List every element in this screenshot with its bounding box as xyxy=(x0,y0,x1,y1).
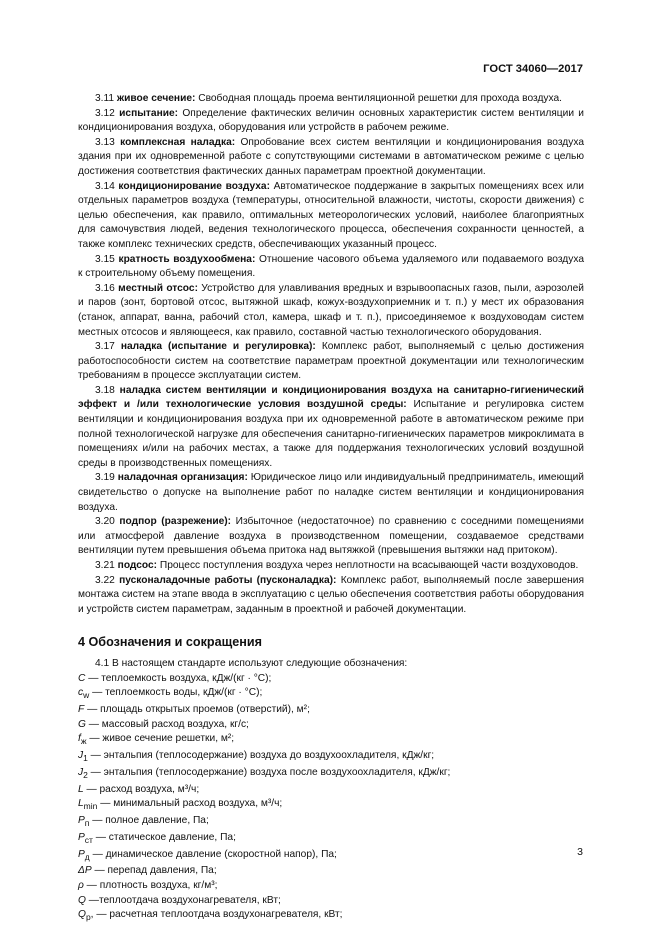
symbol: c xyxy=(78,687,84,699)
page-number: 3 xyxy=(577,846,583,858)
symbol-subscript: п xyxy=(84,818,90,829)
symbol-item xyxy=(78,766,584,783)
definition-term: кондиционирование воздуха: xyxy=(118,180,270,192)
symbol: P xyxy=(78,815,85,827)
symbol-item xyxy=(78,797,584,814)
symbol-subscript: min xyxy=(83,801,98,812)
symbol-item xyxy=(78,732,584,749)
definition-number: 3.20 xyxy=(95,516,115,528)
definition-paragraph xyxy=(78,340,584,384)
definition-paragraph xyxy=(78,384,584,472)
definition-text: Испытание и регулировка систем вентиляции и кондиционирования воздуха при их одновременной работе в автоматическом режиме при полной технологической нагрузке для обеспечения санитарно-гигиенических параметров микроклимата в помещениях и/или на рабочих местах, а также для поддержания технологических условий воздушной среды в производственных помещениях. xyxy=(78,399,584,469)
document-body xyxy=(78,92,584,925)
symbol-item xyxy=(78,879,584,894)
definition-text: Юридическое лицо или индивидуальный предприниматель, имеющий свидетельство о допуске на выполнение работ по наладке систем вентиляции и кондиционирования воздуха. xyxy=(78,472,584,513)
symbol-description: — минимальный расход воздуха, м³/ч; xyxy=(97,798,283,810)
symbol-description: , — расчетная теплоотдача воздухонагревателя, кВт; xyxy=(90,909,343,921)
symbol: L xyxy=(78,798,84,810)
symbol-item xyxy=(78,864,584,879)
symbol: P xyxy=(78,831,85,843)
definition-number: 3.13 xyxy=(95,136,115,148)
definition-number: 3.21 xyxy=(95,560,115,571)
symbol-item xyxy=(78,831,584,848)
definition-number: 3.14 xyxy=(95,180,115,192)
symbol-item xyxy=(78,686,584,703)
definition-text: Избыточное (недостаточное) по сравнению с соседними помещениями или атмосферой давление воздуха в производственном помещении, создаваемое средствами вентиляции путем превышения объема притока над вытяжкой (превышения вытяжки над притоком). xyxy=(78,516,584,557)
symbol-description: — энтальпия (теплосодержание) воздуха до воздухоохладителя, кДж/кг; xyxy=(87,750,435,762)
definition-term: кратность воздухообмена: xyxy=(118,253,256,265)
symbol-description: — живое сечение решетки, м²; xyxy=(86,733,235,745)
symbol-description: — плотность воздуха, кг/м³; xyxy=(83,879,218,891)
definition-term: наладочная организация: xyxy=(117,472,248,484)
definition-number: 3.15 xyxy=(95,253,115,265)
section-heading: 4 Обозначения и сокращения xyxy=(78,635,262,650)
definition-paragraph xyxy=(78,107,584,136)
symbol-description: — энтальпия (теплосодержание) воздуха после воздухоохладителя, кДж/кг; xyxy=(87,766,451,778)
definition-number: 3.22 xyxy=(95,574,115,586)
definition-paragraph xyxy=(78,92,584,107)
definition-term: подсос: xyxy=(117,560,158,571)
definition-text: Устройство для улавливания вредных и взрывоопасных газов, пыли, аэрозолей и паров (зонт, бортовой отсос, вытяжной шкаф, кожух-воздухоприемник и т. п.) у мест их образования (станок, аппарат, ванна, рабочий стол, камера, шкаф и т. п.), присоединяемое к воздуховодам систем местных отсосов и являющееся, как правило, составной частью технологического оборудования. xyxy=(78,282,584,338)
definition-paragraph xyxy=(78,136,584,180)
symbol-description: — статическое давление, Па; xyxy=(92,831,236,843)
definition-number: 3.18 xyxy=(95,384,115,396)
definition-paragraph xyxy=(78,282,584,340)
symbol: J xyxy=(78,750,84,762)
definition-text: Процесс поступления воздуха через неплотности на всасывающей части воздуховодов. xyxy=(159,560,579,571)
definition-text: Опробование всех систем вентиляции и кондиционирования воздуха здания при их одновременной работе с сопутствующими системами в автоматическом режиме с целью достижения соответствия фактических данных параметрам проектной документации. xyxy=(78,136,584,177)
definition-text: Отношение часового объема удаляемого или подаваемого воздуха к строительному объему помещения. xyxy=(78,253,584,280)
symbol-subscript: 1 xyxy=(83,753,88,764)
symbol-description: — массовый расход воздуха, кг/с; xyxy=(85,718,249,730)
definition-paragraph xyxy=(78,253,584,282)
definition-term: местный отсос: xyxy=(118,282,198,294)
definition-term: испытание: xyxy=(119,107,179,119)
definition-term: живое сечение: xyxy=(116,93,196,104)
definition-text: Комплекс работ, выполняемый после завершения монтажа систем на этапе ввода в эксплуатацию с целью обеспечения соответствия работы оборудования и устройств систем параметрам, заданным в проектной и рабочей документации. xyxy=(78,574,584,615)
symbol-subscript: 2 xyxy=(83,769,88,780)
definition-text: Свободная площадь проема вентиляционной решетки для прохода воздуха. xyxy=(198,93,562,104)
symbol: Q xyxy=(78,894,86,906)
symbol-item xyxy=(78,848,584,865)
definition-term: комплексная наладка: xyxy=(120,136,236,148)
symbol: F xyxy=(78,704,85,715)
document-code: ГОСТ 34060—2017 xyxy=(483,63,583,75)
symbol: G xyxy=(78,718,86,730)
definition-number: 3.19 xyxy=(95,472,115,484)
symbol-item xyxy=(78,894,584,909)
symbol-subscript: ж xyxy=(80,736,87,747)
definition-number: 3.11 xyxy=(95,93,115,104)
definition-number: 3.16 xyxy=(95,282,115,294)
symbol-description: — перепад давления, Па; xyxy=(91,865,217,877)
symbol: ΔP xyxy=(78,865,92,877)
definition-number: 3.17 xyxy=(95,341,115,353)
symbol-description: — полное давление, Па; xyxy=(89,815,209,827)
symbol-description: — расход воздуха, м³/ч; xyxy=(83,783,200,795)
definition-text: Комплекс работ, выполняемый с целью достижения работоспособности систем на соответствие параметрам проектной документации или технологическим требованиям в процессе эксплуатации систем. xyxy=(78,341,584,382)
symbol-item xyxy=(78,908,584,925)
definition-paragraph xyxy=(78,574,584,618)
symbol-item xyxy=(78,703,584,718)
definition-term: подпор (разрежение): xyxy=(119,516,232,528)
symbol-description: — площадь открытых проемов (отверстий), м²; xyxy=(84,704,310,715)
definition-text: Автоматическое поддержание в закрытых помещениях всех или отдельных параметров воздуха (температуры, относительной влажности, чистоты, скорости движения) с целью обеспечения, как правило, оптимальных метеорологических условий, наиболее благоприятных для самочувствия людей, ведения технологического процесса, обеспечения сохранности ценностей, а также комплекс технических средств, обеспечивающих указанный процесс. xyxy=(78,180,584,250)
symbol: Q xyxy=(78,909,86,921)
definition-paragraph xyxy=(78,471,584,515)
symbol-item xyxy=(78,672,584,687)
section-intro: 4.1 В настоящем стандарте используют следующие обозначения: xyxy=(95,657,408,669)
symbol: J xyxy=(78,766,84,778)
symbol-subscript: w xyxy=(83,690,90,701)
definition-paragraph xyxy=(78,559,584,574)
definition-term: пусконаладочные работы (пусконаладка): xyxy=(119,574,337,586)
definition-paragraph xyxy=(78,180,584,253)
symbol: L xyxy=(78,783,84,795)
symbols-list xyxy=(78,672,584,926)
definition-term: наладка (испытание и регулировка): xyxy=(120,341,316,353)
symbol-subscript: р xyxy=(85,912,91,923)
symbol: ρ xyxy=(78,879,84,891)
symbol-item xyxy=(78,749,584,766)
definition-paragraph xyxy=(78,515,584,559)
symbol-item xyxy=(78,783,584,798)
definition-text: Определение фактических величин основных характеристик систем вентиляции и кондиционирования воздуха, оборудования или устройств в рабочем режиме. xyxy=(78,107,584,134)
symbol: f xyxy=(78,733,81,745)
definitions-list xyxy=(78,92,584,617)
symbol-item xyxy=(78,814,584,831)
symbol-item xyxy=(78,718,584,733)
symbol-description: —теплоотдача воздухонагревателя, кВт; xyxy=(85,894,281,906)
symbol-description: — теплоемкость воды, кДж/(кг · °C); xyxy=(89,687,263,699)
definition-number: 3.12 xyxy=(95,107,115,119)
definition-term: наладка систем вентиляции и кондиционирования воздуха на санитарно-гигиенический эффект и /или технологические условия воздушной среды: xyxy=(78,384,584,411)
symbol-subscript: ст xyxy=(84,834,93,845)
symbol: C xyxy=(78,672,86,684)
symbol-subscript: д xyxy=(84,851,90,862)
symbol-description: — теплоемкость воздуха, кДж/(кг · °C); xyxy=(85,672,272,684)
symbol: P xyxy=(78,848,85,860)
symbol-description: — динамическое давление (скоростной напор), Па; xyxy=(89,848,337,860)
